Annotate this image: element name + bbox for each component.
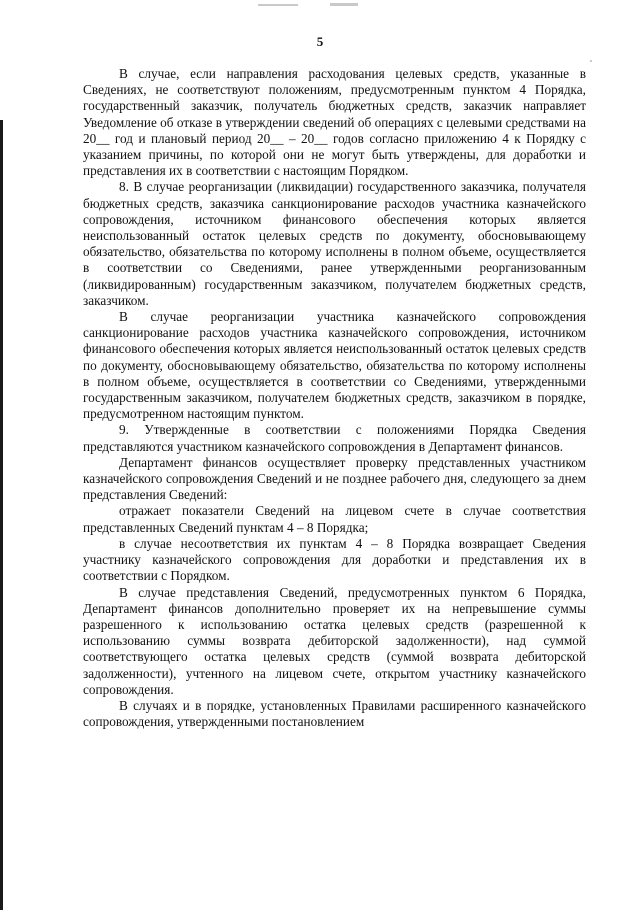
scan-speck: [330, 3, 358, 6]
paragraph: В случае, если направления расходования целевых средств, указанные в Сведениях, не соответствуют положениям, предусмотренным пунктом 4 Порядка, государственный заказчик, получатель бюджетных средств, заказчик направляет Уведомление об отказе в утверждении сведений об операциях с целевыми средствами на 20__ год и плановый период 20__ – 20__ годов согласно приложению 4 к Порядку с указанием причины, по которой они не могут быть утверждены, для доработки и представления их в соответствии с настоящим Порядком.: [83, 66, 586, 179]
scan-edge-shadow: [0, 120, 3, 910]
paragraph: отражает показатели Сведений на лицевом счете в случае соответствия представленных Сведений пунктам 4 – 8 Порядка;: [83, 503, 586, 535]
paragraph: в случае несоответствия их пунктам 4 – 8 Порядка возвращает Сведения участнику казначейского сопровождения для доработки и представления их в соответствии с Порядком.: [83, 535, 586, 584]
paragraph: 8. В случае реорганизации (ликвидации) государственного заказчика, получателя бюджетных средств, заказчика санкционирование расходов участника казначейского сопровождения, источником финансового обеспечения которых является неиспользованный остаток целевых средств по документу, обосновывающему обязательство, обязательства по которому исполнены в полном объеме, осуществляется в соответствии со Сведениями, ранее утвержденными реорганизованным (ликвидированным) государственным заказчиком, получателем бюджетных средств, заказчиком.: [83, 179, 586, 308]
paragraph: Департамент финансов осуществляет проверку представленных участником казначейского сопровождения Сведений и не позднее рабочего дня, следующего за днем представления Сведений:: [83, 454, 586, 503]
scan-speck: [590, 60, 592, 62]
document-body: [83, 66, 586, 730]
scan-speck: [258, 4, 298, 6]
paragraph: В случаях и в порядке, установленных Правилами расширенного казначейского сопровождения, утвержденными постановлением: [83, 697, 586, 730]
page-number: 5: [316, 34, 324, 49]
paragraph: В случае представления Сведений, предусмотренных пунктом 6 Порядка, Департамент финансов дополнительно проверяет их на непревышение суммы разрешенного к использованию остатка целевых средств (разрешенной к использованию суммы возврата дебиторской задолженности), над суммой соответствующего остатка целевых средств (суммой возврата дебиторской задолженности), учтенного на лицевом счете, открытом участнику казначейского сопровождения.: [83, 584, 586, 697]
paragraph: 9. Утвержденные в соответствии с положениями Порядка Сведения представляются участником казначейского сопровождения в Департамент финансов.: [83, 422, 586, 454]
paragraph: В случае реорганизации участника казначейского сопровождения санкционирование расходов участника казначейского сопровождения, источником финансового обеспечения которых является неиспользованный остаток целевых средств по документу, обосновывающему обязательство, обязательства по которому исполнены в полном объеме, осуществляется в соответствии со Сведениями, утвержденными государственным заказчиком, получателем бюджетных средств, заказчиком в порядке, предусмотренном настоящим пунктом.: [83, 309, 586, 422]
